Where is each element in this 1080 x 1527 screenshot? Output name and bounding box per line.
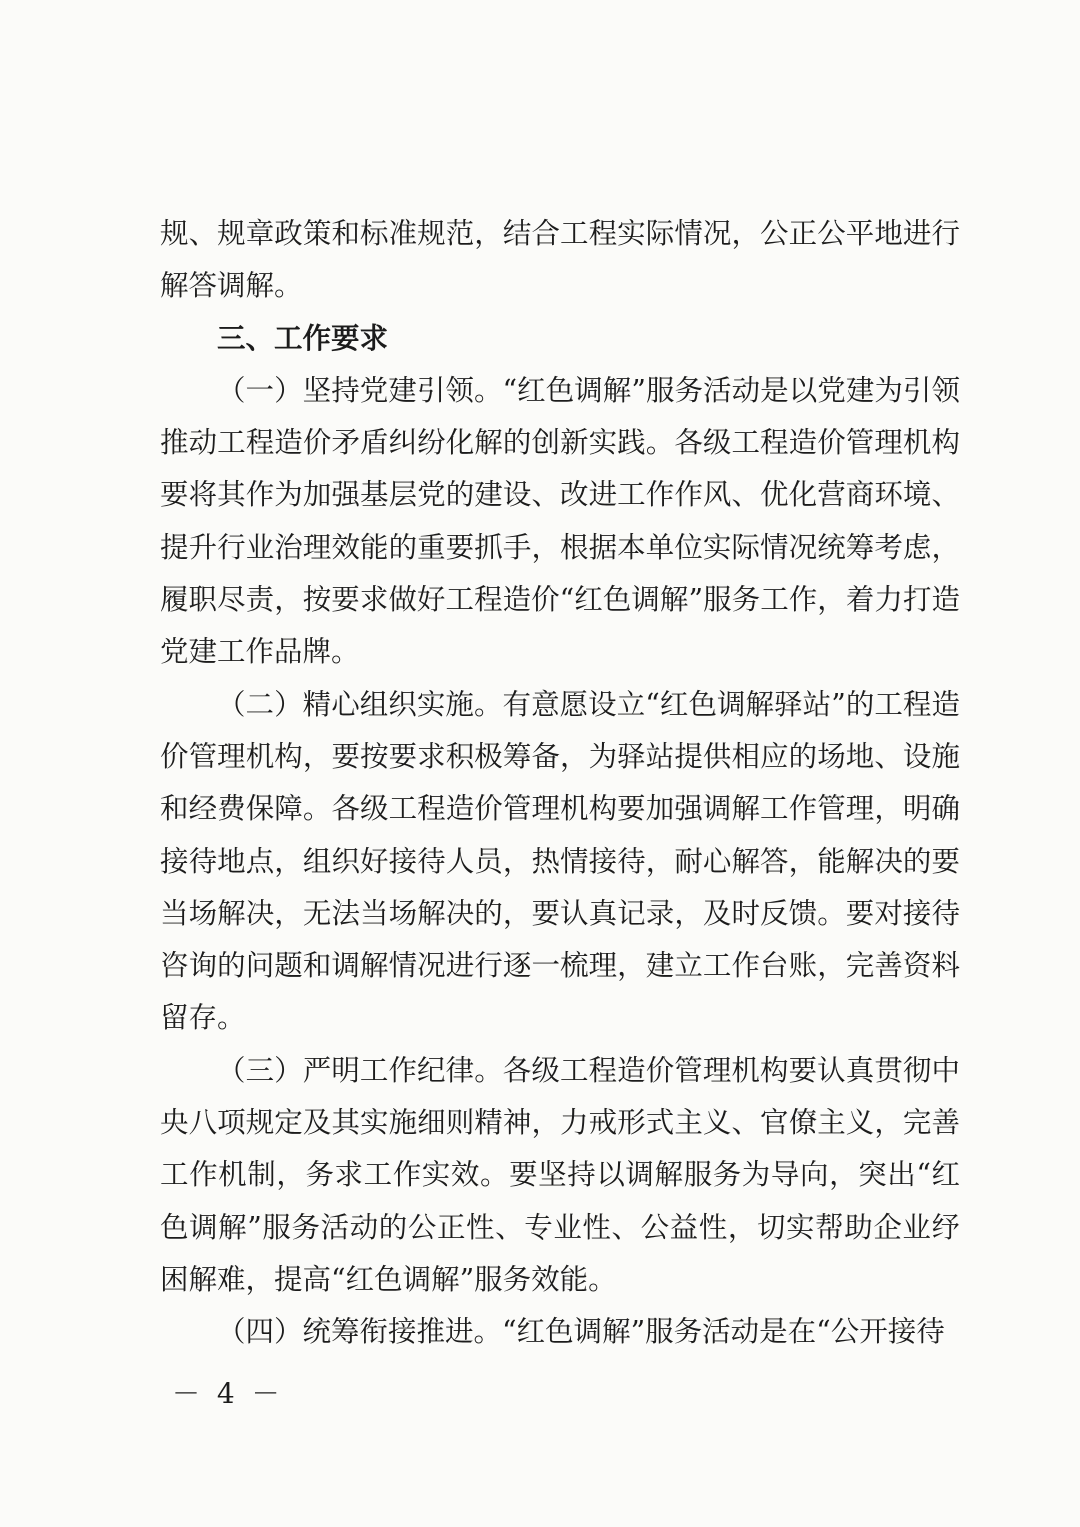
page-number: － 4 －: [172, 1377, 284, 1410]
body-text: [160, 208, 960, 1359]
paragraph-item-2: （二）精心组织实施。有意愿设立“红色调解驿站”的工程造价管理机构，要按要求积极筹备，为驿站提供相应的场地、设施和经费保障。各级工程造价管理机构要加强调解工作管理，明确接待地点，组织好接待人员，热情接待，耐心解答，能解决的要当场解决，无法当场解决的，要认真记录，及时反馈。要对接待咨询的问题和调解情况进行逐一梳理，建立工作台账，完善资料留存。: [160, 687, 960, 1035]
section-heading: 三、工作要求: [217, 321, 389, 355]
paragraph-item-3: （三）严明工作纪律。各级工程造价管理机构要认真贯彻中央八项规定及其实施细则精神，力戒形式主义、官僚主义，完善工作机制，务求工作实效。要坚持以调解服务为导向，突出“红色调解”服务活动的公正性、专业性、公益性，切实帮助企业纾困解难，提高“红色调解”服务效能。: [160, 1053, 960, 1296]
paragraph-item-1: （一）坚持党建引领。“红色调解”服务活动是以党建为引领推动工程造价矛盾纠纷化解的创新实践。各级工程造价管理机构要将其作为加强基层党的建设、改进工作作风、优化营商环境、提升行业治理效能的重要抓手，根据本单位实际情况统筹考虑，履职尽责，按要求做好工程造价“红色调解”服务工作，着力打造党建工作品牌。: [160, 373, 960, 669]
paragraph-continuation: 规、规章政策和标准规范，结合工程实际情况，公正公平地进行解答调解。: [160, 217, 960, 303]
paragraph-item-4: （四）统筹衔接推进。“红色调解”服务活动是在“公开接待: [217, 1315, 945, 1349]
